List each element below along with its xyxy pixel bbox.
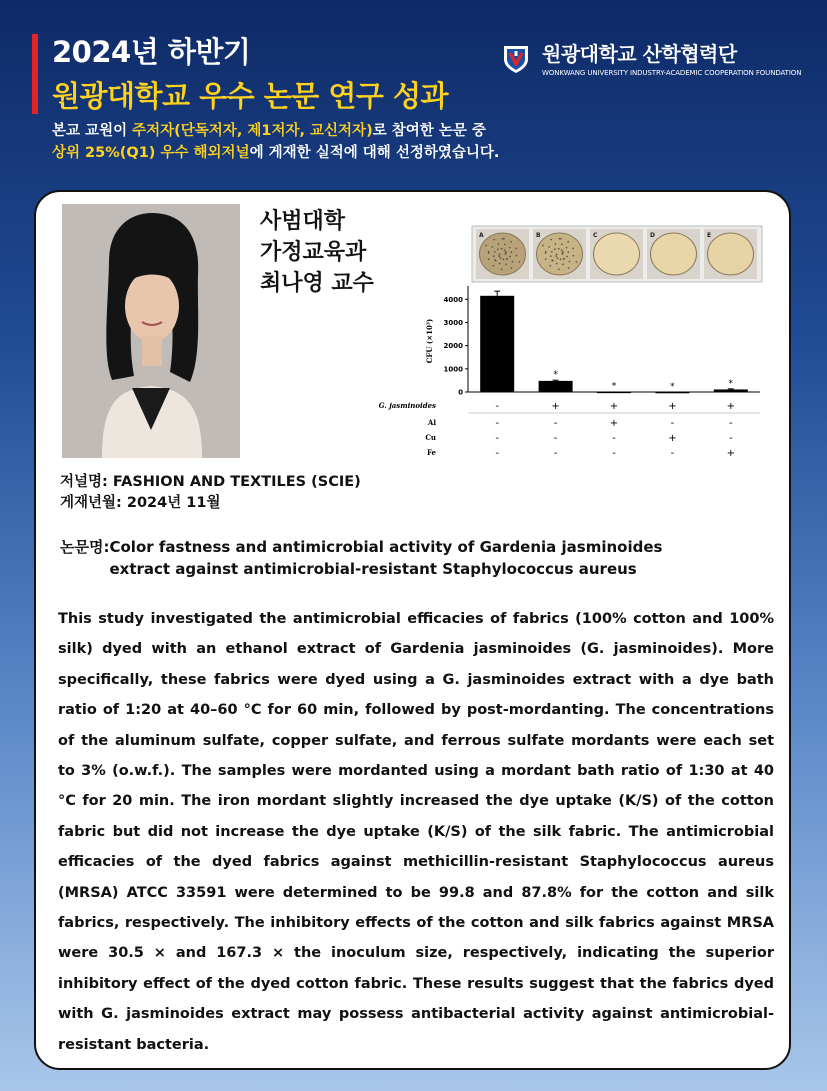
- y-tick-label: 0: [458, 388, 463, 397]
- agar-plate: [594, 233, 640, 275]
- treatment-cell: -: [728, 433, 733, 444]
- colony-dot: [550, 265, 552, 267]
- title-accent-bar: [32, 34, 38, 114]
- colony-dot: [503, 238, 505, 240]
- colony-dot: [545, 258, 547, 260]
- colony-dot: [511, 267, 513, 269]
- treatment-cell: -: [612, 448, 616, 459]
- professor-info: [260, 206, 374, 299]
- logo-name-ko: 원광대학교 산학협력단: [542, 42, 737, 66]
- intro-highlight2: 상위 25%(Q1) 우수 해외저널: [52, 145, 250, 161]
- significance-marker: *: [553, 370, 558, 381]
- colony-dot: [510, 241, 512, 243]
- colony-dot: [555, 243, 557, 245]
- colony-dot: [556, 263, 558, 265]
- colony-dot: [567, 251, 569, 253]
- colony-dot: [502, 238, 504, 240]
- colony-dot: [559, 238, 561, 240]
- university-emblem-icon: [500, 42, 532, 74]
- colony-dot: [561, 249, 563, 251]
- colony-dot: [493, 265, 495, 267]
- significance-marker: *: [728, 378, 734, 389]
- treatment-row-label: G. jasminoides: [378, 401, 436, 410]
- intro-highlight1: 주저자(단독저자, 제1저자, 교신저자): [132, 123, 373, 139]
- treatment-cell: -: [670, 448, 675, 459]
- colony-dot: [560, 259, 562, 261]
- significance-marker: *: [670, 381, 675, 392]
- colony-dot: [505, 264, 507, 266]
- colony-dot: [558, 268, 560, 270]
- treatment-cell: +: [668, 433, 677, 444]
- results-figure: [378, 224, 768, 462]
- research-card: [34, 190, 791, 1070]
- colony-dot: [519, 261, 521, 263]
- journal-label: 저널명:: [60, 474, 113, 490]
- colony-dot: [561, 244, 563, 246]
- page-title-line1: 2024년 하반기: [52, 35, 251, 69]
- colony-dot: [498, 255, 500, 257]
- journal-info: [60, 472, 361, 514]
- colony-dot: [509, 247, 511, 249]
- colony-dot: [516, 255, 518, 257]
- colony-dot: [488, 258, 490, 260]
- colony-dot: [501, 268, 503, 270]
- colony-dot: [548, 246, 550, 248]
- treatment-cell: +: [726, 448, 735, 459]
- colony-dot: [494, 251, 496, 253]
- paper-info: [60, 536, 669, 580]
- date-label: 게재년월:: [60, 495, 127, 511]
- treatment-cell: -: [553, 448, 558, 459]
- abstract-text: This study investigated the antimicrobial efficacies of fabrics (100% cotton and 100% silk) dyed with an ethanol extract of Gardenia jasminoides (G. jasminoides). More specifically, these fabrics were dyed using a G. jasminoides extract with a dye bath ratio of 1:20 at 40–60 °C for 60 min, followed by post-mordanting. The concentrations of the aluminum sulfate, copper sulfate, and ferrous sulfate mordants were each set to 3% (o.w.f.). The samples were mordanted using a mordant bath ratio of 1:30 at 40 °C for 20 min. The iron mordant slightly increased the dye uptake (K/S) of the cotton fabric but did not increase the dye uptake (K/S) of the silk fabric. The antimicrobial efficacies of the dyed fabrics against methicillin-resistant Staphylococcus aureus (MRSA) ATCC 33591 were determined to be 99.8 and 87.8% for the cotton and silk fabrics, respectively. The inhibitory effects of the cotton and silk fabrics against MRSA were 30.5 × and 167.3 × the inoculum size, respectively, indicating the superior inhibitory effect of the dyed cotton fabric. These results suggest that the fabrics dyed with G. jasminoides extract may possess antibacterial activity against antimicrobial-resistant bacteria.: [58, 611, 774, 1053]
- colony-dot: [491, 246, 493, 248]
- colony-dot: [563, 258, 565, 260]
- colony-dot: [512, 261, 514, 263]
- colony-dot: [566, 247, 568, 249]
- plate-label: A: [479, 232, 484, 239]
- intro-part1: 본교 교원이: [52, 123, 133, 139]
- colony-dot: [501, 248, 503, 250]
- colony-dot: [504, 249, 506, 251]
- treatment-cell: -: [728, 418, 733, 429]
- colony-dot: [493, 239, 495, 241]
- colony-dot: [505, 253, 507, 255]
- colony-dot: [500, 257, 502, 259]
- colony-dot: [569, 261, 571, 263]
- colony-dot: [576, 261, 578, 263]
- plate-label: D: [650, 232, 655, 239]
- treatment-cell: +: [609, 418, 619, 429]
- intro-part3: 에 게재한 실적에 대해 선정하였습니다.: [249, 145, 500, 161]
- colony-dot: [573, 255, 575, 257]
- colony-dot: [545, 252, 547, 254]
- university-logo: [500, 38, 801, 77]
- y-axis-label: CFU (×10³): [425, 318, 434, 364]
- paper-label: 논문명:: [60, 538, 110, 556]
- colony-dot: [495, 260, 497, 262]
- intro-text: [52, 120, 499, 164]
- colony-dot: [499, 263, 501, 265]
- professor-department: 가정교육과: [260, 240, 367, 265]
- bar: [714, 389, 748, 392]
- colony-dot: [509, 256, 511, 258]
- treatment-cell: -: [495, 401, 500, 412]
- colony-dot: [510, 251, 512, 253]
- treatment-cell: +: [609, 401, 619, 412]
- colony-dot: [550, 239, 552, 241]
- professor-college: 사범대학: [260, 209, 346, 234]
- y-tick-label: 4000: [443, 295, 463, 304]
- treatment-cell: -: [553, 418, 558, 429]
- treatment-cell: -: [495, 433, 500, 444]
- logo-name-en: WONKWANG UNIVERSITY INDUSTRY-ACADEMIC COOPERATION FOUNDATION: [542, 69, 802, 77]
- bar: [597, 392, 631, 394]
- treatment-cell: +: [551, 401, 560, 412]
- treatment-row-label: Al: [427, 418, 436, 427]
- colony-dot: [504, 244, 506, 246]
- treatment-cell: -: [495, 418, 500, 429]
- colony-dot: [562, 253, 564, 255]
- colony-dot: [556, 253, 558, 255]
- treatment-row-label: Fe: [426, 448, 436, 457]
- colony-dot: [503, 259, 505, 261]
- plate-label: B: [536, 232, 541, 239]
- y-tick-label: 2000: [443, 342, 463, 351]
- treatment-cell: -: [495, 448, 500, 459]
- paper-title: Color fastness and antimicrobial activity of Gardenia jasminoides extract against antimicrobial-resistant Staphylococcus aureus: [109, 538, 663, 578]
- colony-dot: [551, 251, 553, 253]
- bar: [655, 392, 689, 394]
- significance-marker: *: [611, 381, 617, 392]
- colony-dot: [562, 251, 564, 253]
- agar-plate: [651, 233, 697, 275]
- plate-label: C: [593, 232, 598, 239]
- agar-plate: [708, 233, 754, 275]
- colony-dot: [552, 260, 554, 262]
- colony-dot: [560, 238, 562, 240]
- colony-dot: [567, 241, 569, 243]
- plate-label: E: [707, 232, 712, 239]
- colony-dot: [568, 267, 570, 269]
- colony-dot: [542, 245, 544, 247]
- colony-dot: [558, 248, 560, 250]
- bar: [480, 296, 514, 392]
- treatment-cell: -: [553, 433, 558, 444]
- page-title-line2: 원광대학교 우수 논문 연구 성과: [52, 79, 449, 113]
- colony-dot: [505, 251, 507, 253]
- colony-dot: [488, 252, 490, 254]
- intro-part2: 로 참여한 논문 중: [372, 123, 486, 139]
- colony-dot: [566, 256, 568, 258]
- colony-dot: [562, 264, 564, 266]
- publication-date: 2024년 11월: [126, 495, 221, 511]
- y-tick-label: 3000: [443, 318, 463, 327]
- colony-dot: [493, 255, 495, 257]
- colony-dot: [506, 258, 508, 260]
- treatment-row-label: Cu: [425, 433, 436, 442]
- colony-dot: [555, 255, 557, 257]
- colony-dot: [515, 247, 517, 249]
- professor-photo: [62, 204, 240, 458]
- colony-dot: [554, 248, 556, 250]
- colony-dot: [485, 245, 487, 247]
- colony-dot: [572, 247, 574, 249]
- colony-dot: [499, 253, 501, 255]
- y-tick-label: 1000: [443, 365, 463, 374]
- bar: [539, 381, 573, 392]
- colony-dot: [550, 255, 552, 257]
- journal-name: FASHION AND TEXTILES (SCIE): [112, 474, 361, 490]
- treatment-cell: -: [612, 433, 616, 444]
- colony-dot: [497, 248, 499, 250]
- colony-dot: [498, 243, 500, 245]
- treatment-cell: -: [670, 418, 675, 429]
- professor-name: 최나영 교수: [260, 271, 374, 296]
- colony-dot: [557, 257, 559, 259]
- treatment-cell: +: [668, 401, 677, 412]
- treatment-cell: +: [726, 401, 735, 412]
